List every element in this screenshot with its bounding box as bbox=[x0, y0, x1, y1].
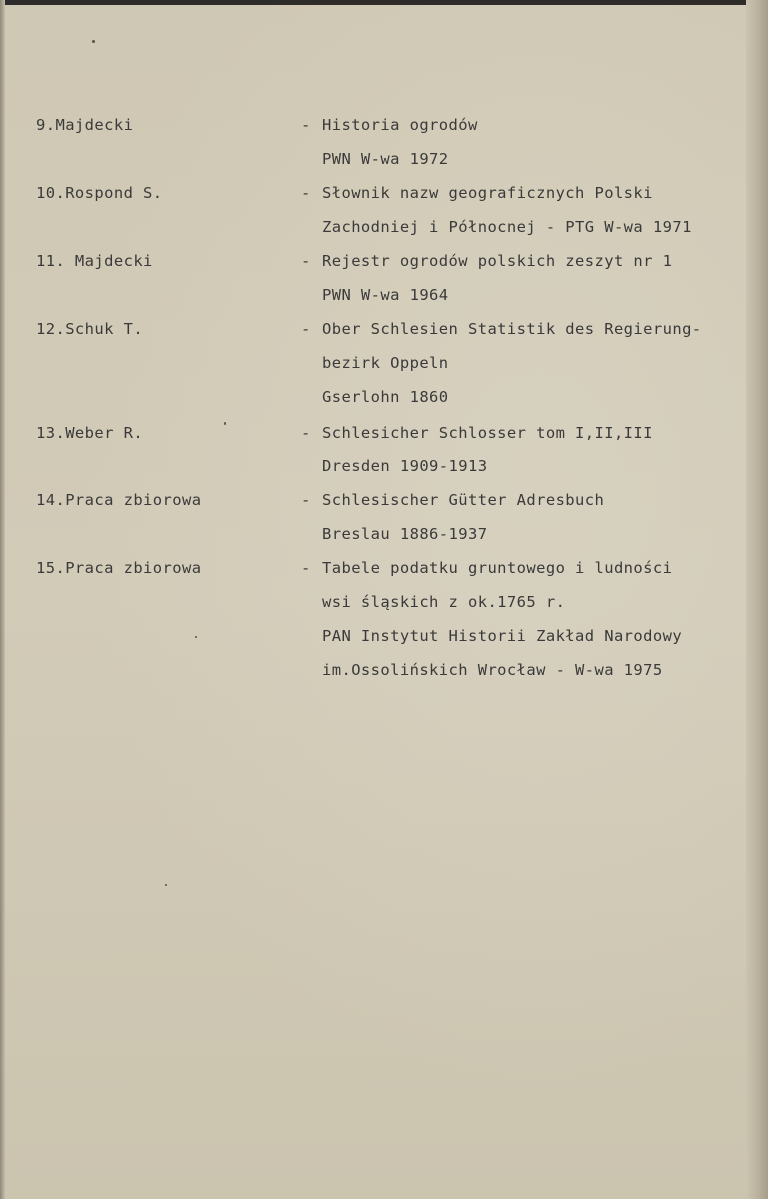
entry-number: 11. Majdecki bbox=[36, 252, 153, 270]
entry-line: Schlesischer Gütter Adresbuch bbox=[322, 491, 605, 509]
entry-line: Dresden 1909-1913 bbox=[322, 457, 488, 475]
paper-speck bbox=[195, 636, 197, 638]
entry-line: Ober Schlesien Statistik des Regierung- bbox=[322, 320, 702, 338]
entry-dash: - bbox=[301, 559, 311, 577]
entry-dash: - bbox=[301, 116, 311, 134]
entry-number: 10.Rospond S. bbox=[36, 184, 163, 202]
entry-line: Breslau 1886-1937 bbox=[322, 525, 488, 543]
entry-dash: - bbox=[301, 320, 311, 338]
entry-line: Słownik nazw geograficznych Polski bbox=[322, 184, 653, 202]
paper-speck bbox=[92, 40, 95, 43]
entry-number: 9.Majdecki bbox=[36, 116, 134, 134]
entry-line: Historia ogrodów bbox=[322, 116, 478, 134]
entry-line: Schlesicher Schlosser tom I,II,III bbox=[322, 424, 653, 442]
entry-line: Gserlohn 1860 bbox=[322, 388, 449, 406]
entry-dash: - bbox=[301, 184, 311, 202]
entry-number: 13.Weber R. bbox=[36, 424, 144, 442]
entry-line: PWN W-wa 1964 bbox=[322, 286, 449, 304]
scan-top-edge bbox=[0, 0, 768, 5]
paper-speck bbox=[165, 884, 167, 886]
scan-left-edge bbox=[0, 0, 5, 1199]
entry-number: 15.Praca zbiorowa bbox=[36, 559, 202, 577]
entry-dash: - bbox=[301, 252, 311, 270]
entry-line: PAN Instytut Historii Zakład Narodowy bbox=[322, 627, 683, 645]
paper-speck bbox=[224, 422, 226, 425]
entry-line: Zachodniej i Północnej - PTG W-wa 1971 bbox=[322, 218, 692, 236]
entry-line: im.Ossolińskich Wrocław - W-wa 1975 bbox=[322, 661, 663, 679]
entry-number: 14.Praca zbiorowa bbox=[36, 491, 202, 509]
entry-line: wsi śląskich z ok.1765 r. bbox=[322, 593, 566, 611]
entry-line: Rejestr ogrodów polskich zeszyt nr 1 bbox=[322, 252, 673, 270]
entry-line: Tabele podatku gruntowego i ludności bbox=[322, 559, 673, 577]
entry-line: bezirk Oppeln bbox=[322, 354, 449, 372]
scan-right-edge bbox=[746, 0, 768, 1199]
entry-dash: - bbox=[301, 424, 311, 442]
entry-number: 12.Schuk T. bbox=[36, 320, 144, 338]
entry-line: PWN W-wa 1972 bbox=[322, 150, 449, 168]
entry-dash: - bbox=[301, 491, 311, 509]
